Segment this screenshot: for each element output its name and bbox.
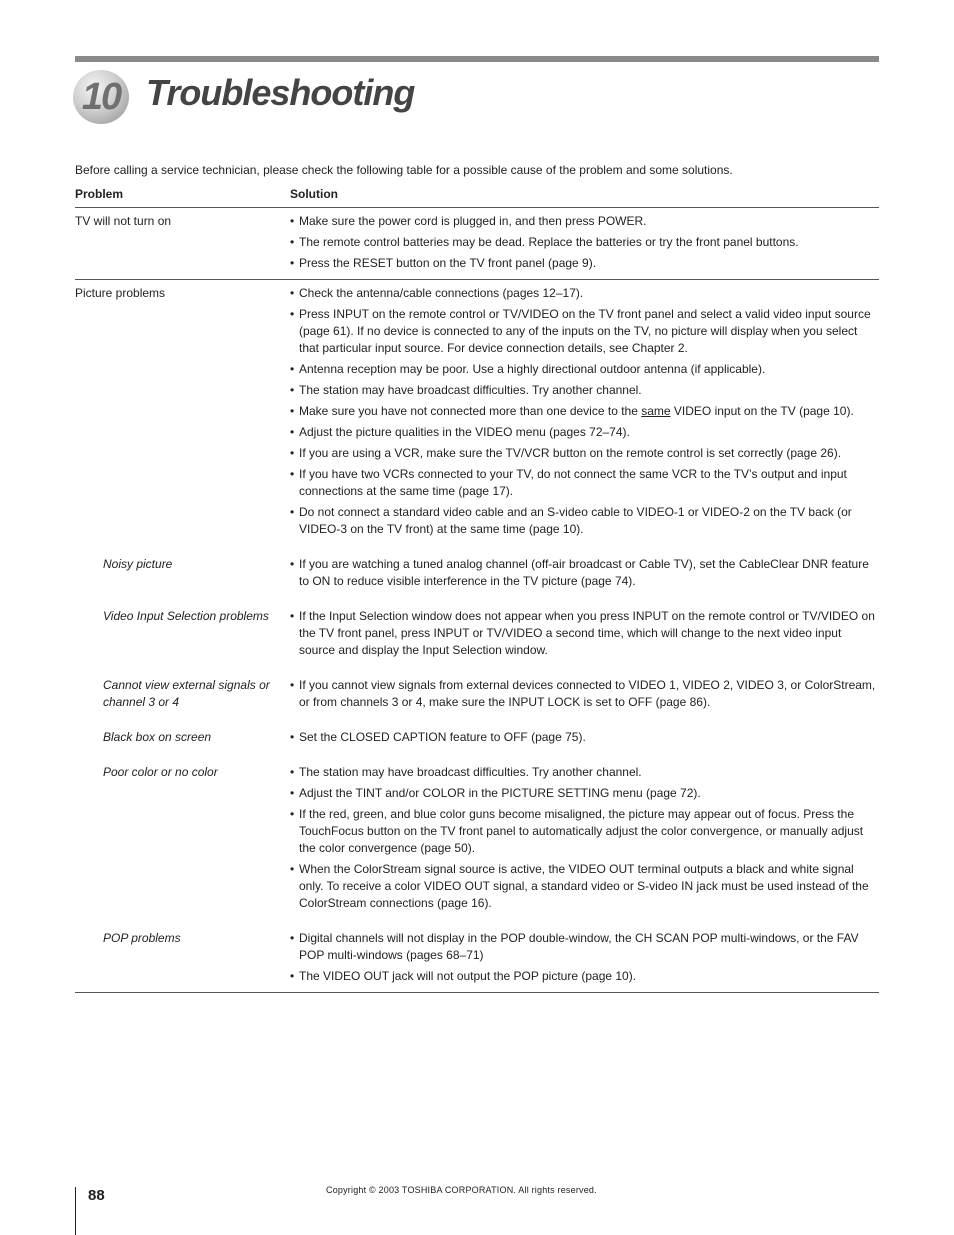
solution-cell (290, 542, 879, 594)
underlined-word: same (641, 404, 671, 418)
problem-header: Problem (75, 186, 290, 208)
solution-item: • Adjust the picture qualities in the VIDEO menu (pages 72–74). (290, 424, 879, 441)
subproblem-cell: Cannot view external signals or channel 3 or 4 (103, 678, 270, 709)
solution-list (290, 608, 879, 659)
solution-list (290, 556, 879, 590)
solution-item: • If you have two VCRs connected to your TV, do not connect the same VCR to the TV’s output and input connections at the same time (page 17). (290, 466, 879, 500)
chapter-badge (73, 70, 129, 124)
solution-cell (290, 715, 879, 750)
troubleshooting-table (75, 186, 879, 993)
solution-item: • The VIDEO OUT jack will not output the POP picture (page 10). (290, 968, 879, 985)
solution-item: • When the ColorStream signal source is active, the VIDEO OUT terminal outputs a black and white signal only. To receive a color VIDEO OUT signal, a standard video or S-video IN jack must be used instead of the ColorStream connections (page 16). (290, 861, 879, 912)
table-row (75, 715, 879, 750)
subproblem-cell: Noisy picture (103, 557, 173, 571)
solution-item: • Make sure the power cord is plugged in, and then press POWER. (290, 213, 879, 230)
subproblem-cell: POP problems (75, 916, 290, 993)
solution-item: • The station may have broadcast difficulties. Try another channel. (290, 764, 879, 781)
table-row (75, 750, 879, 916)
table-row (75, 663, 879, 715)
solution-item: • If you cannot view signals from external devices connected to VIDEO 1, VIDEO 2, VIDEO 3, or ColorStream, or from channels 3 or 4, make sure the INPUT LOCK is set to OFF (page 86). (290, 677, 879, 711)
solution-item: • If you are watching a tuned analog channel (off-air broadcast or Cable TV), set the CableClear DNR feature to ON to reduce visible interference in the TV picture (page 74). (290, 556, 879, 590)
solution-cell (290, 280, 879, 543)
chapter-title: Troubleshooting (146, 72, 415, 113)
solution-item: • Check the antenna/cable connections (pages 12–17). (290, 285, 879, 302)
solution-list (290, 764, 879, 912)
intro-text: Before calling a service technician, please check the following table for a possible cause of the problem and some solutions. (75, 163, 733, 177)
subproblem-cell: Video Input Selection problems (103, 609, 269, 623)
solution-item: • Digital channels will not display in the POP double-window, the CH SCAN POP multi-windows, or the FAV POP multi-windows (pages 68–71) (290, 930, 879, 964)
top-rule (75, 56, 879, 62)
solution-item: • If you are using a VCR, make sure the TV/VCR button on the remote control is set correctly (page 26). (290, 445, 879, 462)
solution-cell (290, 594, 879, 663)
solution-item: • The remote control batteries may be dead. Replace the batteries or try the front panel buttons. (290, 234, 879, 251)
solution-cell (290, 916, 879, 993)
solution-item: • If the Input Selection window does not appear when you press INPUT on the remote control or TV/VIDEO on the TV front panel, press INPUT or TV/VIDEO a second time, which will change to the next video input source and display the Input Selection window. (290, 608, 879, 659)
solution-item: • Press INPUT on the remote control or TV/VIDEO on the TV front panel and select a valid video input source (page 61). If no device is connected to any of the inputs on the TV, no picture will display when you select that particular input source. For device connection details, see Chapter 2. (290, 306, 879, 357)
solution-item: • Press the RESET button on the TV front panel (page 9). (290, 255, 879, 272)
problem-cell: TV will not turn on (75, 208, 290, 280)
table-row (75, 280, 879, 543)
solution-cell (290, 208, 879, 280)
solution-header: Solution (290, 186, 879, 208)
footer-rule (75, 1187, 76, 1235)
solution-list (290, 930, 879, 985)
page-number: 88 (88, 1187, 105, 1204)
chapter-number: 10 (81, 76, 121, 118)
solution-list (290, 677, 879, 711)
table-row (75, 916, 879, 993)
solution-list (290, 213, 879, 272)
solution-list (290, 729, 879, 746)
solution-list (290, 285, 879, 538)
solution-text: Make sure you have not connected more than one device to the (299, 404, 642, 418)
solution-item: • The station may have broadcast difficulties. Try another channel. (290, 382, 879, 399)
table-row (75, 208, 879, 280)
subproblem-cell: Black box on screen (103, 730, 212, 744)
solution-cell (290, 750, 879, 916)
solution-item: • Antenna reception may be poor. Use a highly directional outdoor antenna (if applicable). (290, 361, 879, 378)
solution-cell (290, 663, 879, 715)
solution-item (290, 403, 879, 420)
solution-item: • If the red, green, and blue color guns become misaligned, the picture may appear out of focus. Press the TouchFocus button on the TV front panel to automatically adjust the color convergence, or manually adjust the color convergence (page 50). (290, 806, 879, 857)
solution-item: • Adjust the TINT and/or COLOR in the PICTURE SETTING menu (page 72). (290, 785, 879, 802)
solution-item: • Set the CLOSED CAPTION feature to OFF (page 75). (290, 729, 879, 746)
problem-cell: Picture problems (75, 286, 166, 300)
subproblem-cell: Poor color or no color (103, 765, 218, 779)
copyright-notice: Copyright © 2003 TOSHIBA CORPORATION. All rights reserved. (326, 1185, 597, 1195)
solution-text: VIDEO input on the TV (page 10). (670, 404, 854, 418)
table-row (75, 542, 879, 594)
solution-item: • Do not connect a standard video cable and an S-video cable to VIDEO-1 or VIDEO-2 on the TV back (or VIDEO-3 on the TV front) at the same time (page 10). (290, 504, 879, 538)
table-row (75, 594, 879, 663)
